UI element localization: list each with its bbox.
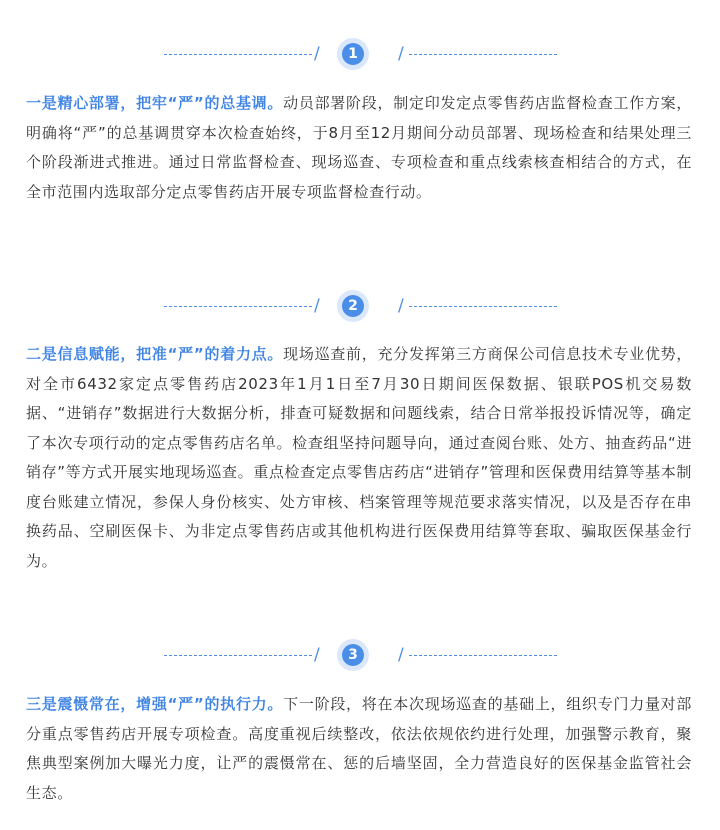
dashed-line-left	[164, 54, 312, 55]
section-divider-2	[0, 290, 720, 324]
slash-ornament-icon: /	[314, 296, 320, 316]
section-body-text: 动员部署阶段，制定印发定点零售药店监督检查工作方案，明确将“严”的总基调贯穿本次检查始终，于8月至12月期间分动员部署、现场检查和结果处理三个阶段渐进式推进。通过日常监督检查、现场巡查、专项检查和重点线索核查相结合的方式，在全市范围内选取部分定点零售药店开展专项监督检查行动。	[26, 94, 692, 201]
section-paragraph-1	[26, 89, 692, 207]
section-lead-heading: 三是震慑常在，增强“严”的执行力。	[26, 695, 284, 713]
section-paragraph-2	[26, 340, 692, 576]
slash-ornament-icon: /	[398, 645, 404, 665]
dashed-line-left	[164, 306, 312, 307]
slash-ornament-icon: /	[314, 44, 320, 64]
section-divider-3	[0, 639, 720, 673]
slash-ornament-icon: /	[314, 645, 320, 665]
dashed-line-right	[409, 306, 557, 307]
section-number-badge: 1	[342, 43, 364, 65]
section-body-text: 下一阶段，将在本次现场巡查的基础上，组织专门力量对部分重点零售药店开展专项检查。高度重视后续整改，依法依规依约进行处理，加强警示教育，聚焦典型案例加大曝光力度，让严的震慑常在、惩的后墙坚固，全力营造良好的医保基金监管社会生态。	[26, 695, 692, 802]
dashed-line-right	[409, 54, 557, 55]
section-divider-1	[0, 38, 720, 72]
section-body-text: 现场巡查前，充分发挥第三方商保公司信息技术专业优势，对全市6432家定点零售药店2023年1月1日至7月30日期间医保数据、银联POS机交易数据、“进销存”数据进行大数据分析，排查可疑数据和问题线索，结合日常举报投诉情况等，确定了本次专项行动的定点零售药店名单。检查组坚持问题导向，通过查阅台账、处方、抽查药品“进销存”等方式开展实地现场巡查。重点检查定点零售店药店“进销存”管理和医保费用结算等基本制度台账建立情况，参保人身份核实、处方审核、档案管理等规范要求落实情况，以及是否存在串换药品、空刷医保卡、为非定点零售药店或其他机构进行医保费用结算等套取、骗取医保基金行为。	[26, 345, 692, 570]
slash-ornament-icon: /	[398, 44, 404, 64]
section-number-badge: 2	[342, 295, 364, 317]
section-lead-heading: 二是信息赋能，把准“严”的着力点。	[26, 345, 284, 363]
section-paragraph-3	[26, 690, 692, 808]
dashed-line-left	[164, 655, 312, 656]
slash-ornament-icon: /	[398, 296, 404, 316]
section-number-badge: 3	[342, 644, 364, 666]
dashed-line-right	[409, 655, 557, 656]
section-lead-heading: 一是精心部署，把牢“严”的总基调。	[26, 94, 284, 112]
